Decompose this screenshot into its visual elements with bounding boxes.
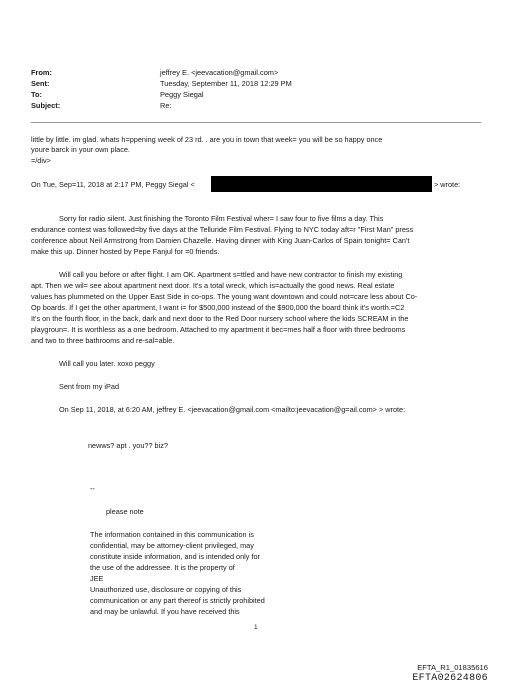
signoff: Will call you later. xoxo peggy (59, 359, 155, 368)
reply-line-1: little by little. im glad. whats h=ppening week of 23 rd. . are you in town that week= you will be so happy once (31, 135, 383, 144)
reply-line-2: youre barck in your own place. (31, 145, 130, 154)
subject-label: Subject: (31, 101, 61, 110)
disclaimer-line-8: and may be unlawful. If you have received this (90, 607, 240, 616)
from-value: jeffrey E. <jeevacation@gmail.com> (160, 68, 279, 77)
quote-header-left: On Tue, Sep=11, 2018 at 2:17 PM, Peggy Siegal < (31, 180, 195, 189)
to-value: Peggy Siegal (160, 90, 204, 99)
disclaimer-line-4: the use of the addressee. It is the property of (90, 563, 235, 572)
para2-line-1: Will call you before or after flight. I am OK. Apartment s=ttled and have new contractor to finish my existing (59, 270, 403, 279)
bates-id-1: EFTA_R1_01835616 (417, 663, 488, 672)
please-note: please note (106, 507, 144, 516)
disclaimer-line-3: constitute inside information, and is intended only for (90, 552, 260, 561)
para1-line-1: Sorry for radio silent. Just finishing the Toronto Film Festival wher= I saw four to five films a day. This (59, 214, 384, 223)
para2-line-5: It's on the fourth floor, in the back, dark and next door to the Red Door nursery school where the kids SCREAM in the (31, 314, 409, 323)
newws-line: newws? apt . you?? biz? (88, 441, 168, 450)
to-label: To: (31, 90, 42, 99)
sent-label: Sent: (31, 79, 50, 88)
para1-line-4: make this up. Dinner hosted by Pepe Fanjul for =0 friends. (31, 247, 220, 256)
disclaimer-line-2: confidential, may be attorney-client privileged, may (90, 541, 254, 550)
sent-from: Sent from my iPad (59, 382, 120, 391)
page-number: 1 (254, 624, 258, 631)
para1-line-3: conference about Neil Armstrong from Damien Chazelle. Having dinner with King Juan-Carlos of Spain tonight= Can't (31, 236, 410, 245)
subject-value: Re: (160, 101, 172, 110)
bates-id-2: EFTA02624806 (412, 673, 488, 684)
reply-line-3: =/div> (31, 156, 51, 165)
disclaimer-line-6: Unauthorized use, disclosure or copying of this (90, 585, 242, 594)
quote2-header: On Sep 11, 2018, at 6:20 AM, jeffrey E. <jeevacation@gmail.com <mailto:jeevacation@g=ail.com> > wrote: (59, 405, 406, 414)
para1-line-2: endurance contest was followed=by five days at the Telluride Film Festival. Flying to NYC today aft=r "First Man" press (31, 225, 414, 234)
quote-header-right: > wrote: (434, 180, 461, 189)
redaction-bar (211, 176, 432, 192)
disclaimer-line-5: JEE (90, 574, 104, 583)
from-label: From: (31, 68, 52, 77)
sent-value: Tuesday, September 11, 2018 12:29 PM (160, 79, 292, 88)
para2-line-7: and two to three bathrooms and re-sal=able. (31, 336, 175, 345)
disclaimer-line-7: communication or any part thereof is strictly prohibited (90, 596, 265, 605)
para2-line-3: values has plummeted on the Upper East Side in co-ops. The young want downtown and could not=care less about Co- (31, 292, 418, 301)
disclaimer-line-1: The information contained in this communication is (90, 530, 254, 539)
para2-line-2: apt. Then we wil= see about apartment next door. It's a total wreck, which is=actually the good news. Real estate (31, 281, 395, 290)
para2-line-4: Op boards. If I get the other apartment, I want i= for $500,000 instead of the $900,000 the board think it's worth.=C2 (31, 303, 405, 312)
signature-dashes: -- (90, 484, 95, 493)
header-divider (31, 122, 481, 123)
para2-line-6: playgroun=. It is worthless as a one bedroom. Attached to my apartment it bec=mes half a floor with three bedrooms (31, 325, 406, 334)
